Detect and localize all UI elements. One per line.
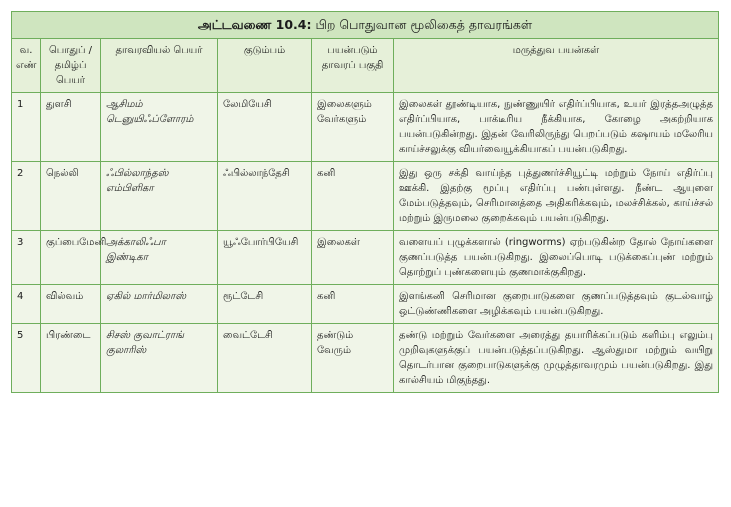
table-header-row <box>12 39 719 93</box>
cell-family: ஃபில்லாந்தேசி <box>218 162 312 231</box>
cell-botanical-name: ஃபில்லாந்தஸ் எம்பிளிகா <box>101 162 218 231</box>
cell-common-name: குப்பைமேனி <box>41 231 101 285</box>
cell-common-name: துளசி <box>41 93 101 162</box>
cell-family: ரூட்டேசி <box>218 285 312 324</box>
cell-sno: 4 <box>12 285 41 324</box>
header-part-used: பயன்படும் தாவரப் பகுதி <box>312 39 394 93</box>
cell-family: லேமியேசி <box>218 93 312 162</box>
cell-family: வைட்டேசி <box>218 324 312 393</box>
cell-medicinal-uses: இது ஒரு சக்தி வாய்ந்த புத்துணர்ச்சியூட்டி மற்றும் நோய் எதிர்ப்பு ஊக்கி. இதற்கு மூப்பு எதிர்ப்பு பண்புள்ளது. நீண்ட ஆயுளை மேம்படுத்தவும், செரிமானத்தை அதிகரிக்கவும், மலச்சிக்கல், காய்ச்சல் மற்றும் இருமலை குறைக்கவும் பயன்படுகிறது. <box>394 162 719 231</box>
header-medicinal-uses: மருத்துவ பயன்கள் <box>394 39 719 93</box>
header-family: குடும்பம் <box>218 39 312 93</box>
header-botanical-name: தாவரவியல் பெயர் <box>101 39 218 93</box>
cell-botanical-name: சிசஸ் குவாட்ராங் குலாரிஸ் <box>101 324 218 393</box>
cell-medicinal-uses: வளையப் புழுக்களால் (ringworms) ஏற்படுகின்ற தோல் நோய்களை குணப்படுத்த பயன்படுகிறது. இலைப்பொடி படுக்கைப்புண் மற்றும் தொற்றுப் புண்களையும் குணமாக்குகிறது. <box>394 231 719 285</box>
cell-sno: 1 <box>12 93 41 162</box>
table-row <box>12 93 719 162</box>
cell-medicinal-uses: தண்டு மற்றும் வேர்களை அரைத்து தயாரிக்கப்படும் களிம்பு எலும்பு முறிவுகளுக்குப் பயன்படுத்தப்படுகிறது. ஆஸ்துமா மற்றும் வயிறு தொடர்பான குறைபாடுகளுக்கு முழுத்தாவரமும் பயன்படுகிறது. இது கால்சியம் மிகுந்தது. <box>394 324 719 393</box>
cell-part-used: கனி <box>312 285 394 324</box>
cell-part-used: இலைகளும் வேர்களும் <box>312 93 394 162</box>
header-sno: வ. எண் <box>12 39 41 93</box>
cell-common-name: வில்வம் <box>41 285 101 324</box>
table-row <box>12 324 719 393</box>
table-title-text: பிற பொதுவான மூலிகைத் தாவரங்கள் <box>311 17 533 32</box>
table-row <box>12 162 719 231</box>
cell-part-used: தண்டும் வேரும் <box>312 324 394 393</box>
cell-botanical-name: ஏகில் மார்மிலாஸ் <box>101 285 218 324</box>
cell-part-used: இலைகள் <box>312 231 394 285</box>
cell-sno: 5 <box>12 324 41 393</box>
cell-family: யூஃபோர்பியேசி <box>218 231 312 285</box>
cell-medicinal-uses: இளங்கனி செரிமான குறைபாடுகளை குணப்படுத்தவும் குடல்வாழ் ஒட்டுண்ணிகளை அழிக்கவும் பயன்படுகிறது. <box>394 285 719 324</box>
cell-botanical-name: அக்காலிஃபா இண்டிகா <box>101 231 218 285</box>
cell-botanical-name: ஆசிமம் டெனுயிஃப்ளோரம் <box>101 93 218 162</box>
table-title <box>12 12 719 39</box>
cell-sno: 3 <box>12 231 41 285</box>
herbal-plants-table <box>11 11 719 393</box>
cell-medicinal-uses: இலைகள் தூண்டியாக, நுண்ணுயிர் எதிர்ப்பியாக, உயர் இரத்தஅழுத்த எதிர்ப்பியாக, பாக்டீரிய நீக்கியாக, கோழை அகற்றியாக பயன்படுகின்றது. இதன் வேரிலிருந்து பெறப்படும் கஷாயம் மலேரிய காய்ச்சலுக்கு வியர்வையூக்கியாகப் பயன்படுகிறது. <box>394 93 719 162</box>
herbal-plants-table-container <box>11 11 719 393</box>
cell-part-used: கனி <box>312 162 394 231</box>
cell-common-name: பிரண்டை <box>41 324 101 393</box>
table-row <box>12 231 719 285</box>
table-title-label: அட்டவணை 10.4: <box>197 17 312 32</box>
header-common-name: பொதுப் / தமிழ்ப் பெயர் <box>41 39 101 93</box>
table-title-row <box>12 12 719 39</box>
cell-sno: 2 <box>12 162 41 231</box>
cell-common-name: நெல்லி <box>41 162 101 231</box>
table-row <box>12 285 719 324</box>
